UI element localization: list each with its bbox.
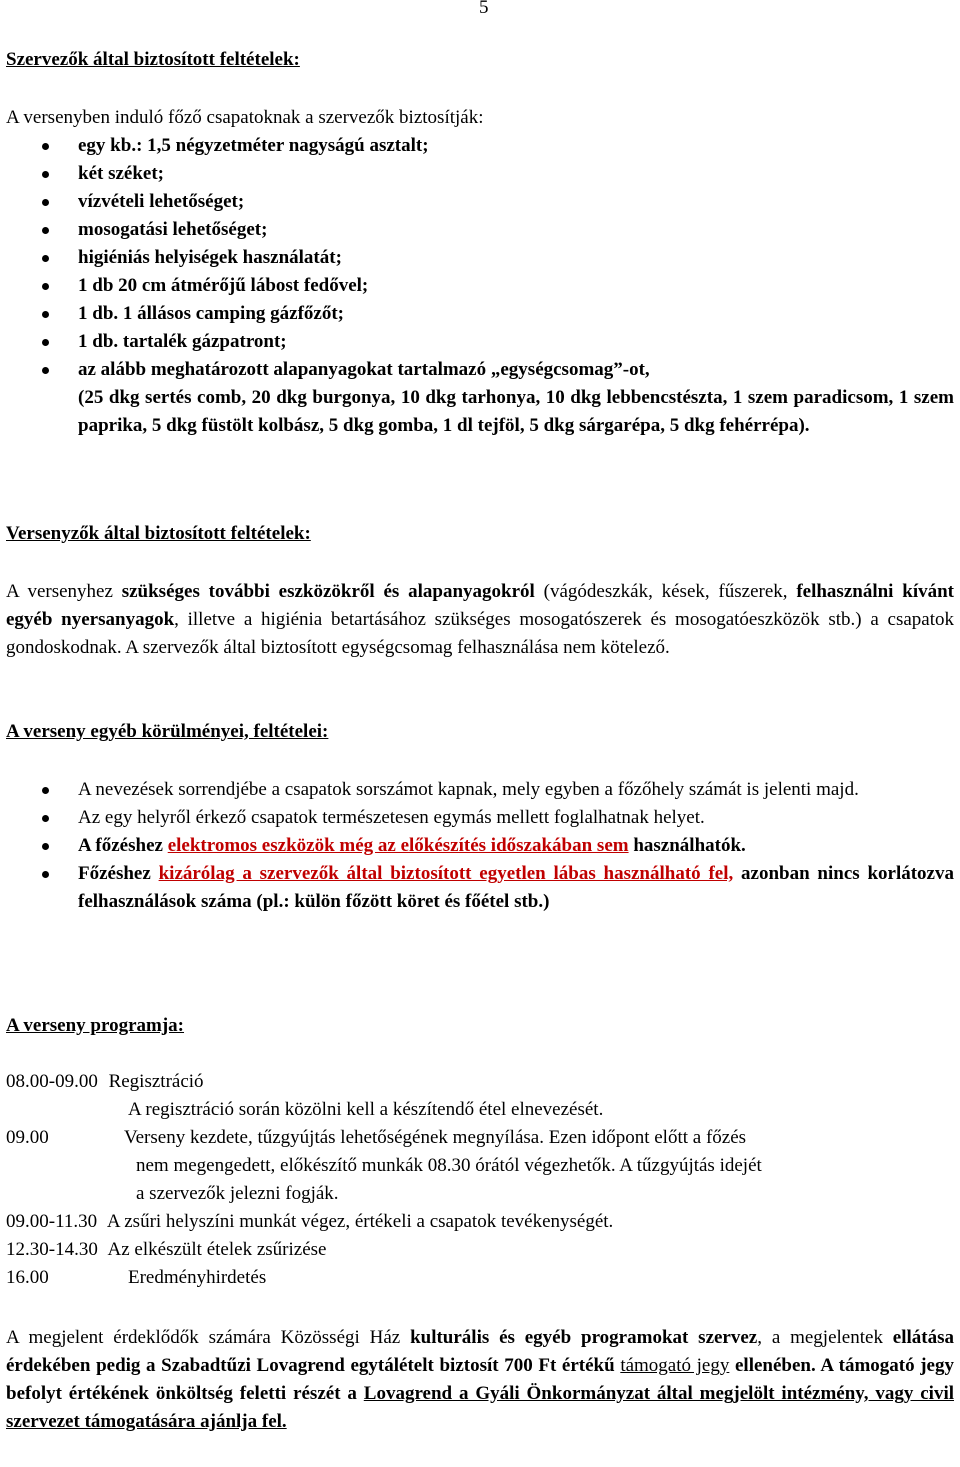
conditions-list — [6, 776, 954, 916]
program-time: 16.00 — [6, 1267, 49, 1288]
package-line: az alább meghatározott alapanyagokat tartalmazó „egységcsomag”-ot, — [78, 359, 650, 380]
text-run-underlined: támogató jegy — [620, 1355, 730, 1376]
text-run-bold: szükséges további eszközökről és alapanyagokról — [121, 581, 535, 602]
program-text: Verseny kezdete, tűzgyújtás lehetőségének megnyílása. Ezen időpont előtt a főzés — [124, 1127, 747, 1148]
program-time: 08.00-09.00 — [6, 1071, 98, 1092]
list-item: 1 db. tartalék gázpatront; — [6, 328, 954, 356]
organizers-intro: A versenyben induló főző csapatoknak a szervezők biztosítják: — [6, 107, 484, 128]
list-item: vízvételi lehetőséget; — [6, 188, 954, 216]
closing-paragraph — [6, 1324, 954, 1436]
program-text: A zsűri helyszíni munkát végez, értékeli a csapatok tevékenységét. — [106, 1211, 614, 1232]
list-item: két széket; — [6, 160, 954, 188]
text-run-bold: ellenében. A támogató jegy befolyt értékének önköltség feletti részét a — [6, 1355, 954, 1404]
text-run-red: kizárólag a szervezők által biztosított egyetlen lábas használható fel, — [158, 863, 734, 884]
list-item: Az egy helyről érkező csapatok természetesen egymás mellett foglalhatnak helyet. — [6, 804, 954, 832]
text-run: azonban nincs korlátozva felhasználások száma (pl.: külön főzött köret és főétel stb.) — [78, 863, 954, 912]
text-run-bold: felhasználni kívánt egyéb nyersanyagok — [6, 581, 954, 630]
list-item — [6, 832, 954, 860]
list-item: higiéniás helyiségek használatát; — [6, 244, 954, 272]
program-time: 09.00 — [6, 1127, 49, 1148]
text-run: (vágódeszkák, kések, fűszerek, — [534, 581, 797, 602]
list-item: 1 db. 1 állásos camping gázfőzőt; — [6, 300, 954, 328]
program-text: Eredményhirdetés — [128, 1267, 267, 1288]
competitors-paragraph — [6, 578, 954, 662]
program-text: Az elkészült ételek zsűrizése — [107, 1239, 327, 1260]
text-run: használhatók. — [628, 835, 746, 856]
page-number: 5 — [479, 0, 489, 18]
program-row — [6, 1208, 613, 1236]
section-heading-conditions: A verseny egyéb körülményei, feltételei: — [6, 721, 329, 742]
package-contents: (25 dkg sertés comb, 20 dkg burgonya, 10 dkg tarhonya, 10 dkg lebbencstészta, 1 szem paradicsom, 1 szem paprika, 5 dkg füstölt kolbász, 5 dkg gomba, 1 dl tejföl, 5 dkg sárgarépa, 5 dkg fehérrépa). — [78, 387, 954, 436]
text-run-bold-underlined: Lovagrend a Gyáli Önkormányzat által megjelölt intézmény, vagy civil szervezet támogatására ajánlja fel. — [6, 1383, 954, 1432]
text-run: A főzéshez — [78, 835, 168, 856]
text-run: A megjelent érdeklődők számára Közösségi Ház — [6, 1327, 411, 1348]
program-row — [6, 1264, 55, 1292]
list-item: mosogatási lehetőséget; — [6, 216, 954, 244]
organizers-list — [6, 132, 954, 440]
text-run-bold: ellátása érdekében pedig a Szabadtűzi Lovagrend egytálételt biztosít 700 Ft értékű — [6, 1327, 954, 1376]
text-run-red: elektromos eszközök még az előkészítés időszakában sem — [167, 835, 629, 856]
program-time: 09.00-11.30 — [6, 1211, 98, 1232]
list-item: egy kb.: 1,5 négyzetméter nagyságú asztalt; — [6, 132, 954, 160]
program-text: Regisztráció — [108, 1071, 204, 1092]
program-note: A regisztráció során közölni kell a készítendő étel elnevezését. — [128, 1099, 604, 1120]
program-row — [6, 1236, 326, 1264]
program-note: nem megengedett, előkészítő munkák 08.30 órától végezhetők. A tűzgyújtás idejét — [136, 1155, 762, 1176]
text-run: A versenyhez — [6, 581, 122, 602]
section-heading-competitors: Versenyzők által biztosított feltételek: — [6, 523, 311, 544]
text-run-bold: kulturális és egyéb programokat szervez — [410, 1327, 758, 1348]
list-item: 1 db 20 cm átmérőjű lábost fedővel; — [6, 272, 954, 300]
program-row — [6, 1068, 204, 1096]
text-run: Főzéshez — [78, 863, 159, 884]
section-heading-program: A verseny programja: — [6, 1015, 185, 1036]
program-time: 12.30-14.30 — [6, 1239, 98, 1260]
list-item — [6, 356, 954, 440]
program-row — [6, 1124, 55, 1152]
program-note: a szervezők jelezni fogják. — [136, 1183, 339, 1204]
text-run: , illetve a higiénia betartásához szükséges mosogatószerek és mosogatóeszközök stb.) a csapatok gondoskodnak. A szervezők által biztosított egységcsomag felhasználása nem kötelező. — [6, 609, 954, 658]
text-run: , a megjelentek — [757, 1327, 893, 1348]
list-item — [6, 860, 954, 916]
list-item: A nevezések sorrendjébe a csapatok sorszámot kapnak, mely egyben a főzőhely számát is jelenti majd. — [6, 776, 954, 804]
section-heading-organizers: Szervezők által biztosított feltételek: — [6, 49, 300, 70]
